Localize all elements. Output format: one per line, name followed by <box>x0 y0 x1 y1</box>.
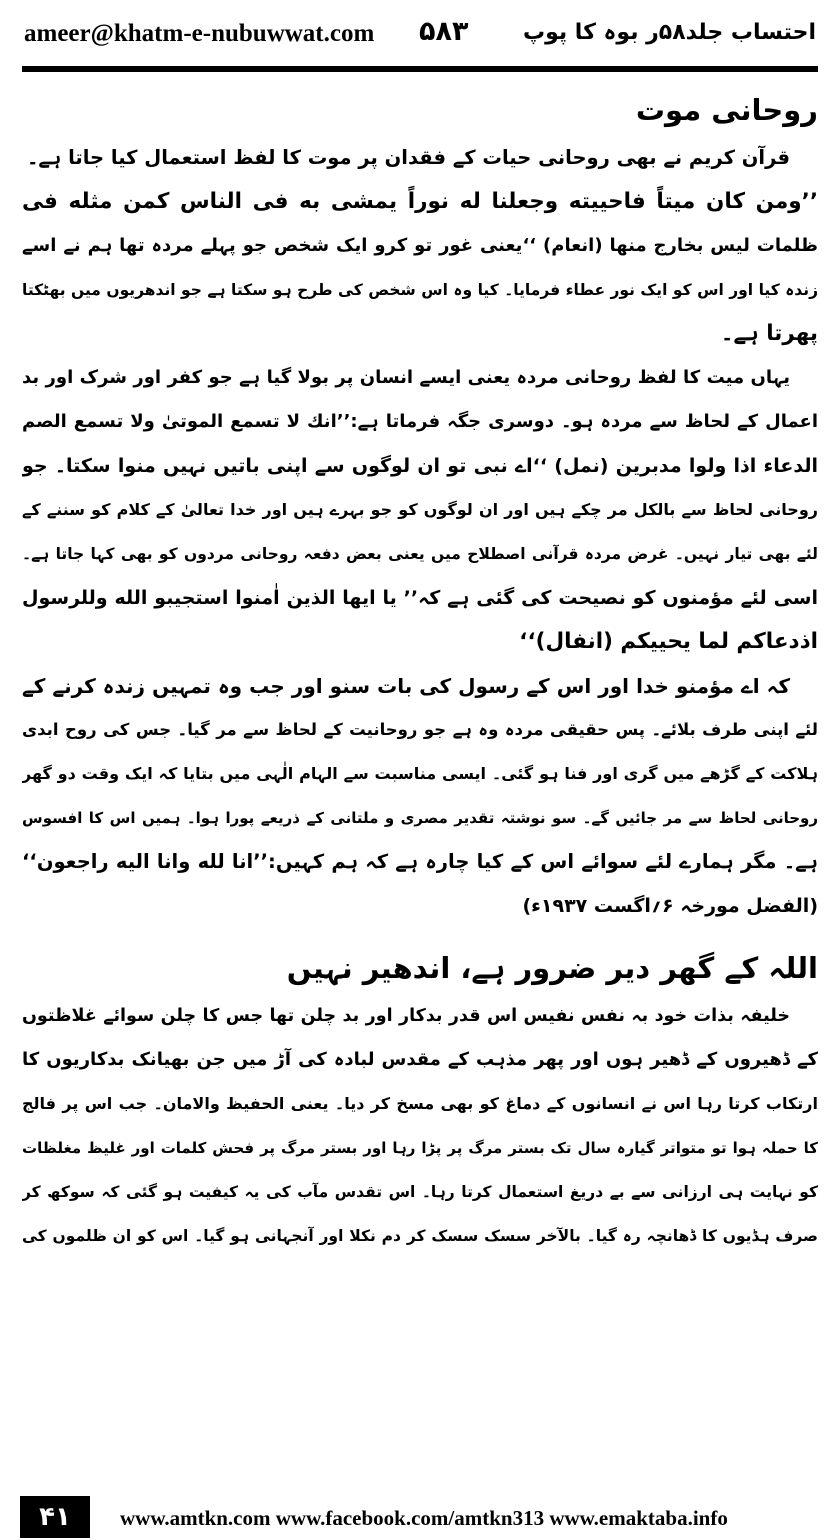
page-header <box>24 16 816 64</box>
section-heading-gods-house: اللہ کے گھر دیر ضرور ہے، اندھیر نہیں <box>286 951 818 985</box>
body-line: ارتکاب کرتا رہا اس نے انسانوں کے دماغ کو بھی مسخ کر دیا۔ یعنی الحفیظ والامان۔ جب اس پر فالج <box>22 1094 818 1113</box>
body-line: اعمال کے لحاظ سے مردہ ہو۔ دوسری جگہ فرماتا ہے:’’انك لا تسمع الموتیٰ ولا تسمع الصم <box>22 411 818 432</box>
header-email[interactable]: ameer@khatm-e-nubuwwat.com <box>24 20 375 47</box>
body-line: کہ اے مؤمنو خدا اور اس کے رسول کی بات سنو اور جب وہ تمہیں زندہ کرنے کے <box>22 674 790 698</box>
body-line: قرآن کریم نے بھی روحانی حیات کے فقدان پر موت کا لفظ استعمال کیا جاتا ہے۔ <box>27 146 790 169</box>
quran-quote-line: اذدعاکم لما یحییکم (انفال)‘‘ <box>519 629 818 654</box>
page-body <box>22 84 818 1258</box>
body-line: لئے بھی تیار نہیں۔ غرض مردہ قرآنی اصطلاح میں یعنی بعض دفعہ روحانی مردوں کو بھی کہا جاتا ہے۔ <box>22 545 818 563</box>
body-line: الدعاء اذا ولوا مدبرین (نمل) ‘‘اے نبی تو ان لوگوں سے اپنی باتیں نہیں منوا سکتا۔ جو <box>22 455 818 477</box>
body-line: روحانی لحاظ سے بالکل مر چکے ہیں اور ان لوگوں کو جو بہرے ہیں اور خدا تعالیٰ کے کلام کو سننے کے <box>22 500 818 519</box>
section-gap <box>22 928 818 942</box>
body-line: ظلمات لیس بخارج منها (انعام) ‘‘یعنی غور تو کرو ایک شخص جو پہلے مردہ تھا ہم نے اسے <box>22 235 818 256</box>
body-line: پھرتا ہے۔ <box>720 321 818 346</box>
footer-urls[interactable]: www.amtkn.com www.facebook.com/amtkn313 www.emaktaba.info <box>120 1506 728 1530</box>
body-line: ہلاکت کے گڑھے میں گری اور فنا ہو گئی۔ ایسی مناسبت سے الہام الٰہی میں بتایا کہ ایک وقت دو گھر <box>22 764 818 783</box>
body-line: اسی لئے مؤمنوں کو نصیحت کی گئی ہے کہ’’ یا ایها الذین اٰمنوا استجیبو الله وللرسول <box>22 587 818 609</box>
body-line: زندہ کیا اور اس کو ایک نور عطاء فرمایا۔ کیا وہ اس شخص کی طرح ہو سکتا ہے جو اندھریوں میں بھٹکتا <box>22 281 818 299</box>
body-line: کے ڈھیروں کے ڈھیر ہوں اور پھر مذہب کے مقدس لبادہ کی آڑ میں جن بھیانک بدکاریوں کا <box>22 1049 818 1070</box>
body-line: روحانی لحاظ سے مر جائیں گے۔ سو نوشتہ تقدیر مصری و ملتانی کے ذریعے پورا ہوا۔ ہمیں اس کا افسوس <box>22 809 818 827</box>
footer-page-box: ۴۱ <box>20 1496 90 1538</box>
page-footer <box>0 1496 840 1540</box>
running-title: احتساب جلد۵۸ر بوہ کا پوپ <box>522 20 816 45</box>
body-line: کا حملہ ہوا تو متواتر گیارہ سال تک بستر مرگ پر پڑا رہا اور بستر مرگ پر فحش کلمات اور غلیظ مغلظات <box>22 1139 818 1157</box>
header-rule <box>22 66 818 72</box>
page-number: ۵۸۳ <box>419 16 469 47</box>
quran-quote-line: ’’ومن کان میتاً فاحییته وجعلنا له نوراً یمشی به فی الناس کمن مثله فی <box>22 189 818 214</box>
body-line: کو نہایت ہی ارزانی سے بے دریغ استعمال کرتا رہا۔ اس تقدس مآب کی یہ کیفیت ہو گئی کہ سوکھ کر <box>22 1183 818 1201</box>
body-line: ہے۔ مگر ہمارے لئے سوائے اس کے کیا چارہ ہے کہ ہم کہیں:’’انا لله وانا الیه راجعون‘‘ <box>22 850 818 873</box>
body-line: لئے اپنی طرف بلائے۔ پس حقیقی مردہ وہ ہے جو روحانیت کے لحاظ سے مر گیا۔ جس کی روح ابدی <box>22 720 818 739</box>
body-line: صرف ہڈیوں کا ڈھانچہ رہ گیا۔ بالآخر سسک سسک کر دم نکلا اور آنجہانی ہو گیا۔ اس کو ان ظلموں کی <box>22 1227 818 1245</box>
citation: (الفضل مورخہ ۶؍اگست ۱۹۳۷ء) <box>522 895 818 917</box>
body-line: یہاں میت کا لفظ روحانی مردہ یعنی ایسے انسان پر بولا گیا ہے جو کفر اور شرک اور بد <box>22 367 790 388</box>
body-line: خلیفہ بذات خود بہ نفس نفیس اس قدر بدکار اور بد چلن تھا جس کا چلن سوائے غلاظتوں <box>22 1006 790 1026</box>
section-heading-spiritual-death: روحانی موت <box>635 93 818 127</box>
